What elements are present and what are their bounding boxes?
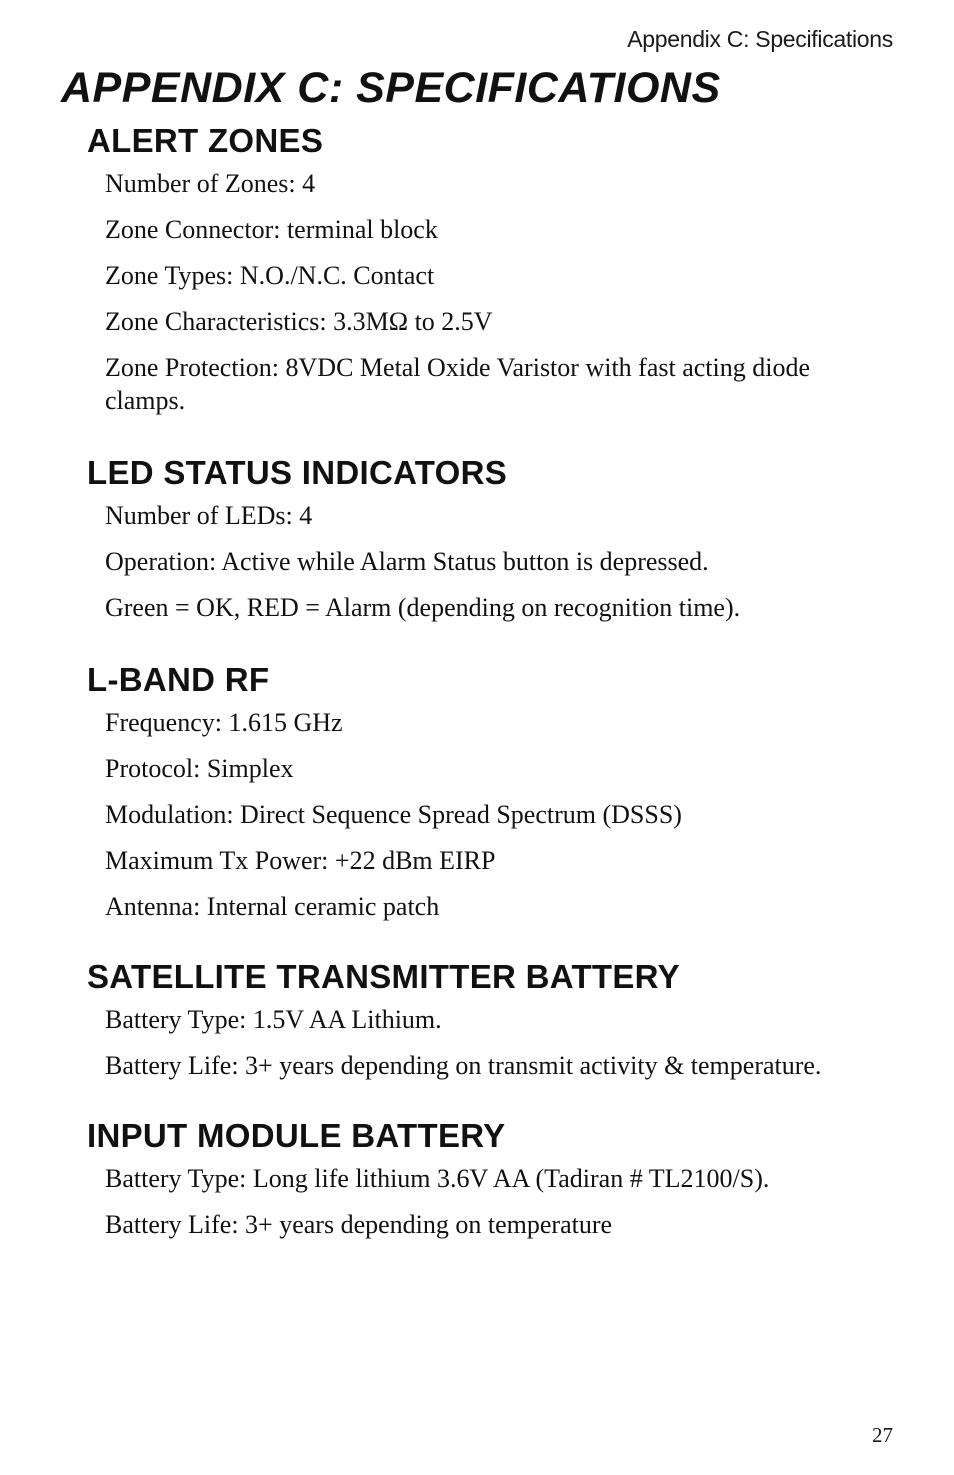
section-heading: INPUT MODULE BATTERY <box>87 1117 506 1154</box>
spec-item: Operation: Active while Alarm Status button is depressed. <box>105 547 709 576</box>
section-heading: ALERT ZONES <box>87 122 324 159</box>
spec-item: Modulation: Direct Sequence Spread Spectrum (DSSS) <box>105 800 682 829</box>
spec-item: Battery Life: 3+ years depending on transmit activity & temperature. <box>105 1051 822 1080</box>
spec-list <box>87 1162 857 1241</box>
spec-item: Frequency: 1.615 GHz <box>105 708 343 737</box>
section-alert-zones <box>87 120 857 417</box>
spec-sections <box>87 120 857 1241</box>
spec-item: Zone Characteristics: 3.3MΩ to 2.5V <box>105 307 493 336</box>
running-header: Appendix C: Specifications <box>627 26 893 52</box>
section-input-module-battery <box>87 1115 857 1241</box>
spec-item: Battery Life: 3+ years depending on temperature <box>105 1210 613 1239</box>
section-satellite-transmitter-battery <box>87 956 857 1082</box>
spec-item: Zone Protection: 8VDC Metal Oxide Varistor with fast acting diode clamps. <box>105 353 810 415</box>
spec-item: Maximum Tx Power: +22 dBm EIRP <box>105 846 496 875</box>
page-number: 27 <box>872 1423 893 1447</box>
spec-item: Protocol: Simplex <box>105 754 294 783</box>
spec-list <box>87 499 857 624</box>
spec-list <box>87 706 857 923</box>
spec-item: Number of LEDs: 4 <box>105 501 313 530</box>
section-l-band-rf <box>87 659 857 923</box>
spec-item: Zone Connector: terminal block <box>105 215 438 244</box>
spec-item: Zone Types: N.O./N.C. Contact <box>105 261 435 290</box>
spec-item: Battery Type: Long life lithium 3.6V AA (Tadiran # TL2100/S). <box>105 1164 770 1193</box>
spec-item: Number of Zones: 4 <box>105 169 316 198</box>
spec-list <box>87 1003 857 1082</box>
page-title: APPENDIX C: SPECIFICATIONS <box>61 64 721 112</box>
spec-item: Antenna: Internal ceramic patch <box>105 892 440 921</box>
spec-list <box>87 167 857 417</box>
section-heading: LED STATUS INDICATORS <box>87 454 508 491</box>
spec-item: Green = OK, RED = Alarm (depending on recognition time). <box>105 593 741 622</box>
spec-item: Battery Type: 1.5V AA Lithium. <box>105 1005 442 1034</box>
section-led-status-indicators <box>87 452 857 624</box>
section-heading: SATELLITE TRANSMITTER BATTERY <box>87 958 680 995</box>
section-heading: L-BAND RF <box>87 661 270 698</box>
